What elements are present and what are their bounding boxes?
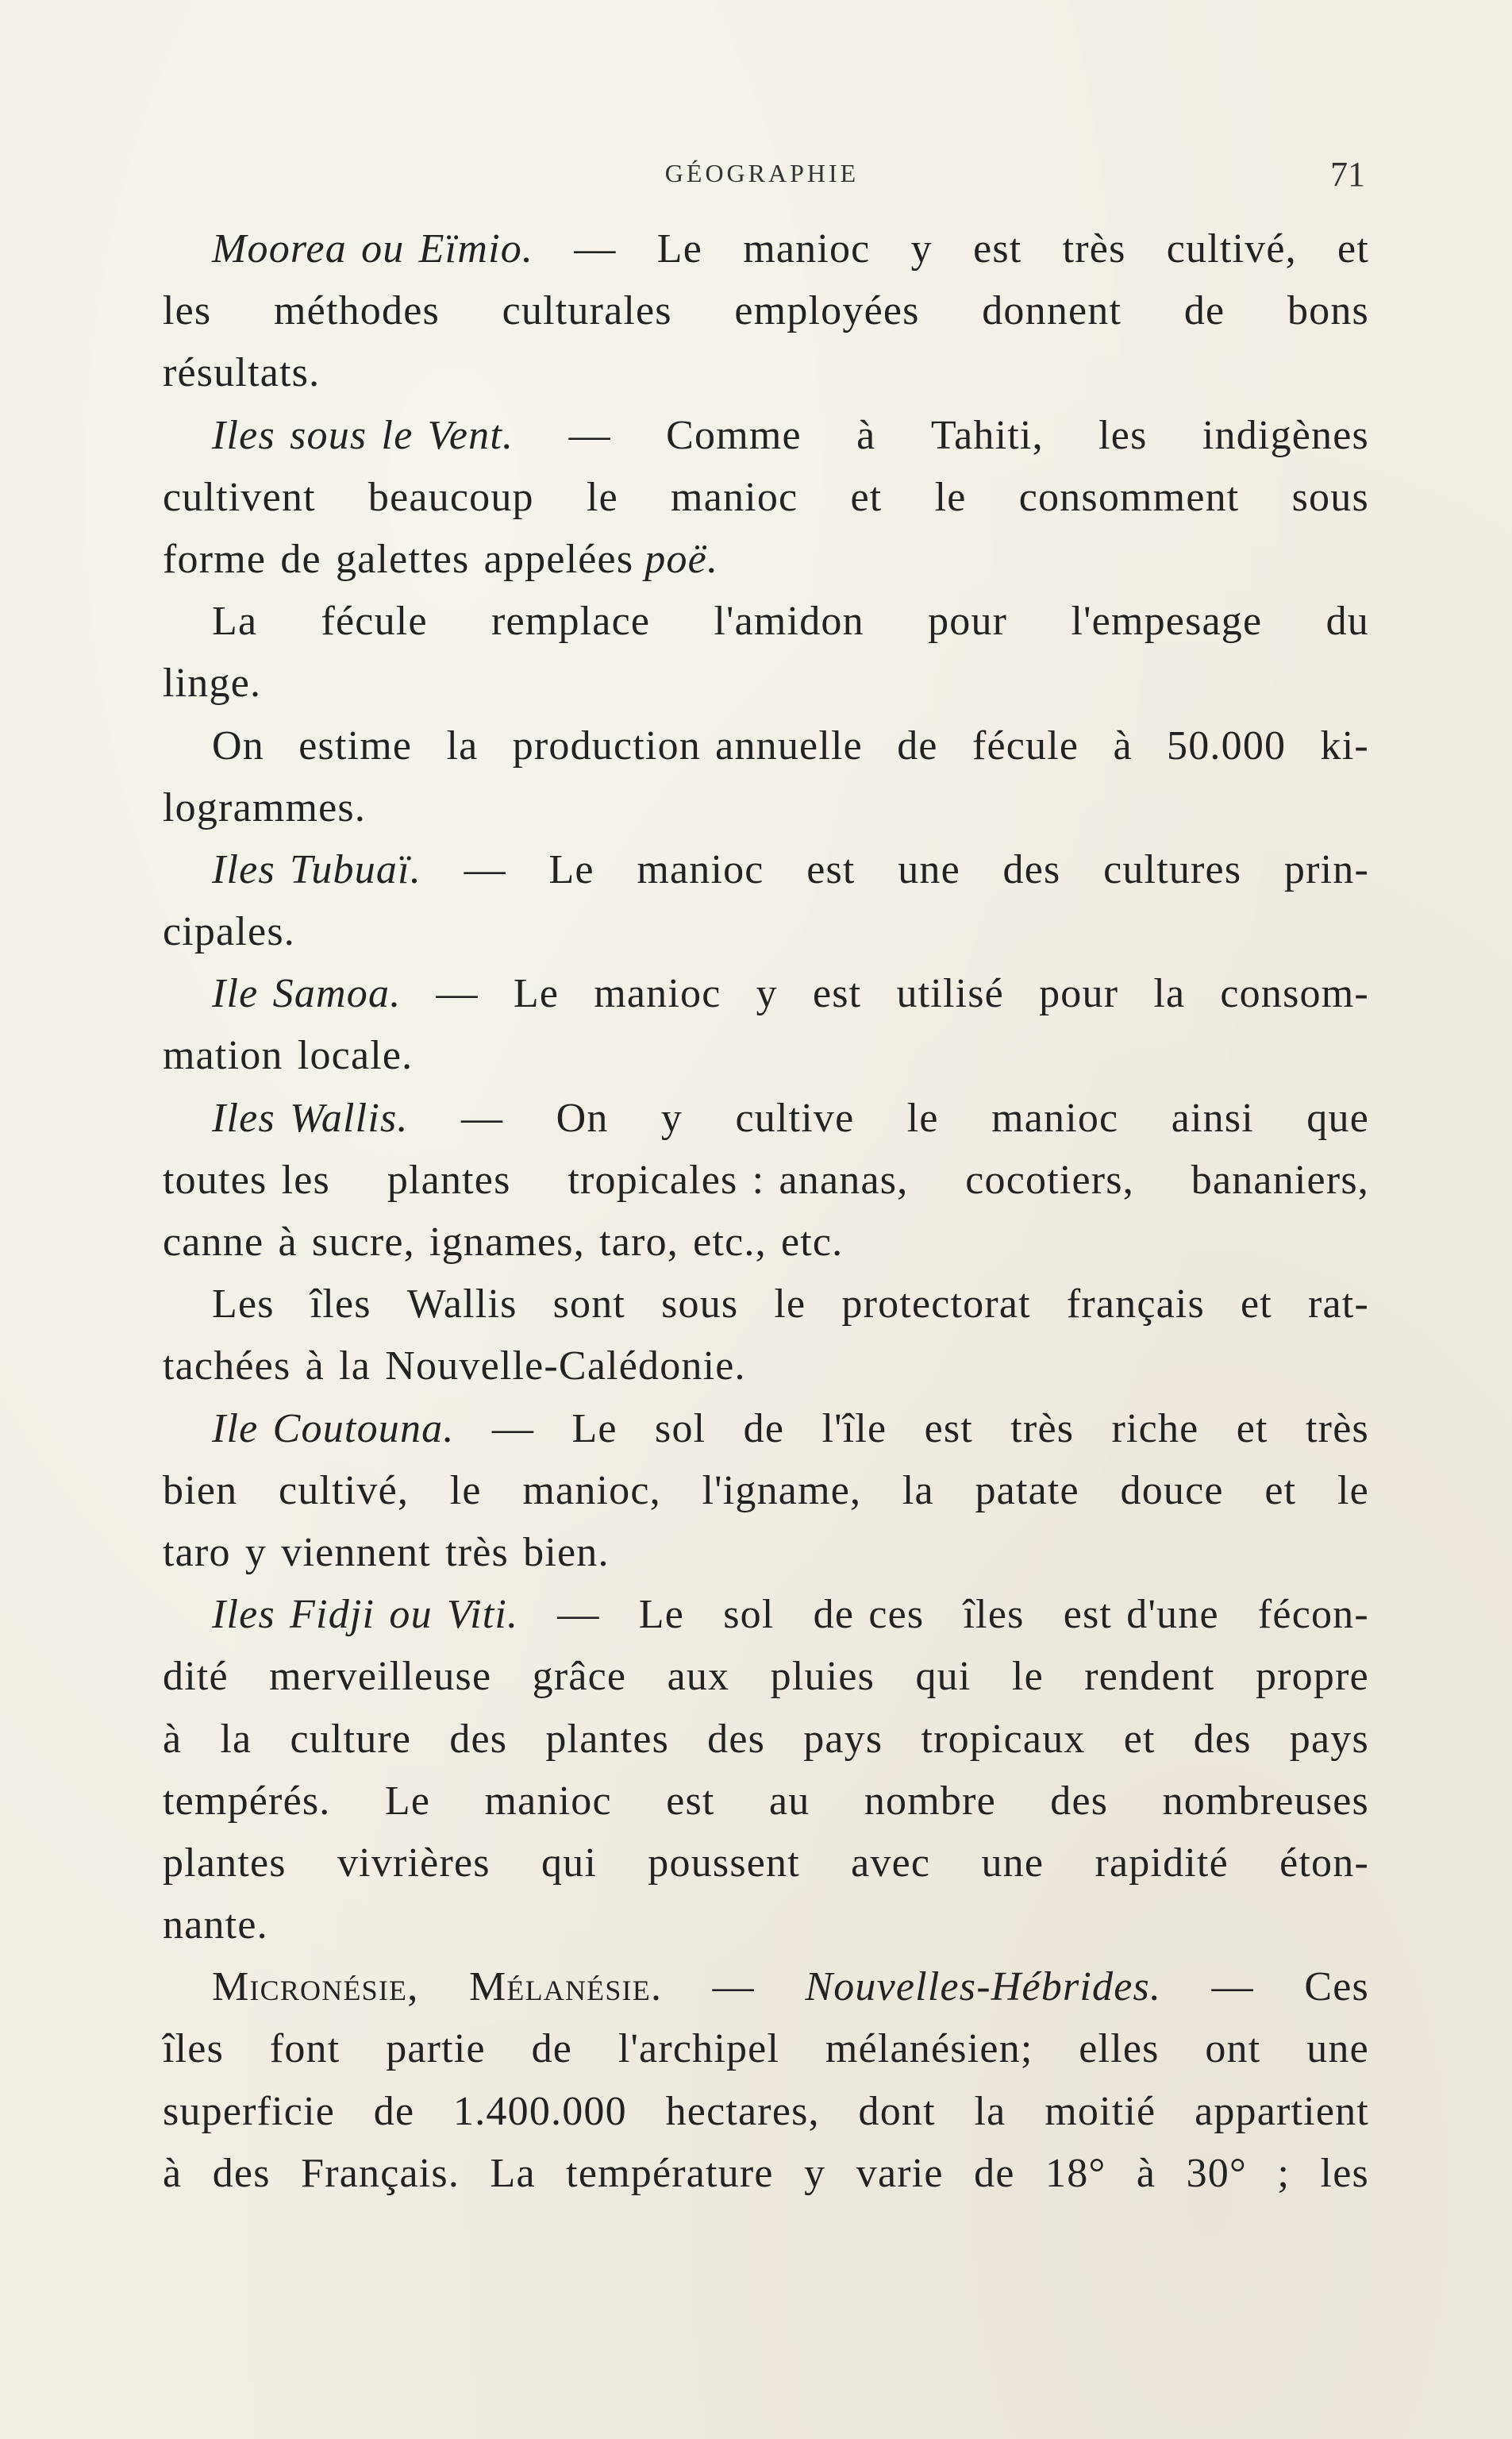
text-word: Français. — [301, 2150, 460, 2196]
text-line — [163, 342, 1369, 404]
text-line — [163, 1150, 1369, 1212]
text-word: estime — [298, 722, 413, 769]
text-word: l'amidon — [714, 599, 864, 645]
text-word: des — [707, 1716, 766, 1762]
text-word: pays — [1289, 1716, 1369, 1762]
text-word: Moorea ou Eïmio. — [212, 226, 534, 272]
text-line — [163, 653, 1369, 715]
text-word: manioc — [671, 474, 798, 520]
text-word: ; — [1277, 2150, 1291, 2196]
text-word: — — [712, 1964, 755, 2010]
text-word: pour — [1039, 971, 1119, 1017]
text-word: et — [1264, 1467, 1297, 1513]
text-word: à — [163, 2150, 183, 2196]
text-word: 18° — [1045, 2150, 1106, 2196]
text-line — [163, 2081, 1369, 2143]
text-word: cocotiers, — [965, 1157, 1134, 1203]
text-word: une — [898, 846, 960, 892]
text-word: — — [464, 846, 506, 892]
text-word: elles — [1079, 2026, 1160, 2072]
text-word: îles — [310, 1281, 371, 1327]
text-line — [163, 715, 1369, 777]
text-word: tropicaux — [921, 1716, 1086, 1762]
text-word: et — [1241, 1281, 1272, 1327]
text-word: partie — [386, 2026, 486, 2072]
text-word: nante. — [163, 1902, 268, 1948]
text-word: résultats. — [163, 350, 321, 396]
text-word: Les — [212, 1281, 275, 1327]
text-word: rat- — [1308, 1281, 1369, 1327]
text-word: les — [1320, 2150, 1369, 2196]
text-word: rapidité — [1095, 1840, 1229, 1886]
text-line — [163, 901, 1369, 963]
text-line — [163, 529, 1369, 591]
text-word: des — [1193, 1716, 1252, 1762]
text-line — [163, 963, 1369, 1025]
text-word: Micronésie, — [212, 1964, 419, 2010]
text-word: et — [1123, 1716, 1156, 1762]
text-word: la — [446, 722, 479, 769]
text-word: — — [568, 412, 611, 458]
text-word: de ces — [813, 1592, 925, 1638]
text-line — [163, 1646, 1369, 1708]
text-word: cultivé, — [279, 1467, 410, 1513]
text-word: la — [1153, 971, 1186, 1017]
text-word: toutes les — [163, 1157, 330, 1203]
page-header — [159, 155, 1365, 198]
text-word: cultures — [1103, 846, 1242, 892]
text-word: le — [1337, 1467, 1369, 1513]
text-word: grâce — [532, 1654, 627, 1700]
text-word: à — [856, 412, 876, 458]
text-word: et — [1236, 1405, 1268, 1451]
text-word: utilisé — [896, 971, 1004, 1017]
text-word: une — [1306, 2026, 1369, 2072]
text-word: l'igname, — [702, 1467, 862, 1513]
text-word: indigènes — [1202, 412, 1369, 458]
page-number: 71 — [1330, 155, 1365, 194]
text-word: cipales. — [163, 909, 295, 955]
text-line — [163, 1025, 1369, 1087]
text-word: éton- — [1279, 1840, 1369, 1886]
text-line — [163, 2143, 1369, 2205]
text-word: On — [212, 722, 264, 769]
text-line — [163, 1088, 1369, 1150]
text-word: méthodes — [274, 288, 440, 334]
text-word: plantes — [163, 1840, 287, 1886]
text-word: Le — [656, 226, 702, 272]
text-word: y — [756, 971, 778, 1017]
text-word: Wallis — [406, 1281, 517, 1327]
text-word: le — [934, 474, 967, 520]
text-word: et — [850, 474, 883, 520]
text-line — [163, 218, 1369, 280]
text-word: — — [557, 1592, 600, 1638]
text-word: manioc, — [522, 1467, 661, 1513]
text-line — [163, 1273, 1369, 1335]
text-word: varie — [856, 2150, 944, 2196]
text-word: 1.400.000 — [453, 2088, 627, 2134]
text-word: sont — [552, 1281, 626, 1327]
text-word: y — [804, 2150, 826, 2196]
text-word: Tahiti, — [930, 412, 1044, 458]
text-word: plantes — [387, 1157, 511, 1203]
text-line — [163, 405, 1369, 467]
text-word: Nouvelles-Hébrides. — [805, 1964, 1162, 2010]
text-line — [163, 1894, 1369, 1956]
text-word: consomment — [1018, 474, 1240, 520]
text-word: des — [449, 1716, 508, 1762]
text-word: rendent — [1084, 1654, 1215, 1700]
text-word: — — [460, 1095, 504, 1141]
text-word: de — [1183, 288, 1225, 334]
text-word: — — [1211, 1964, 1254, 2010]
text-word: qui — [541, 1840, 598, 1886]
text-word: propre — [1255, 1654, 1369, 1700]
text-word: sous — [1291, 474, 1369, 520]
text-line — [163, 280, 1369, 342]
text-line — [163, 1460, 1369, 1522]
text-word: poussent — [648, 1840, 800, 1886]
body-text — [163, 218, 1369, 2205]
text-word: manioc — [484, 1778, 612, 1824]
text-word: l'archipel — [617, 2026, 780, 2072]
text-word: de — [974, 2150, 1015, 2196]
text-word: est d'une — [1063, 1592, 1219, 1638]
text-word: manioc — [637, 846, 764, 892]
text-word: 50.000 — [1167, 722, 1287, 769]
text-word: tempérés. — [163, 1778, 331, 1824]
text-word: manioc — [594, 971, 721, 1017]
text-line — [163, 1770, 1369, 1832]
text-word: Ces — [1304, 1964, 1369, 2010]
text-word: fécon- — [1257, 1592, 1369, 1638]
text-word: culturales — [502, 288, 672, 334]
text-word: est — [812, 971, 862, 1017]
text-line — [163, 1832, 1369, 1894]
text-word: à — [1136, 2150, 1156, 2196]
text-word: très — [1062, 226, 1126, 272]
text-word: superficie — [163, 2088, 336, 2134]
text-word: cultivent — [163, 474, 316, 520]
text-line — [163, 1212, 1369, 1273]
text-line — [163, 1584, 1369, 1646]
text-word: employées — [734, 288, 920, 334]
text-word: l'empesage — [1071, 599, 1263, 645]
text-word: de — [373, 2088, 415, 2134]
text-word: bons — [1287, 288, 1369, 334]
text-word: manioc — [991, 1095, 1119, 1141]
text-word: production annuelle — [512, 722, 863, 769]
text-word: la — [902, 1467, 934, 1513]
text-word: — — [491, 1405, 535, 1451]
text-word: linge. — [163, 661, 262, 707]
text-word: est — [806, 846, 856, 892]
text-word: remplace — [491, 599, 651, 645]
text-word: la — [974, 2088, 1006, 2134]
text-word: vivrières — [337, 1840, 491, 1886]
text-word: une — [981, 1840, 1045, 1886]
text-line — [163, 591, 1369, 653]
text-word: et — [1337, 226, 1369, 272]
text-line — [163, 1522, 1369, 1584]
text-word: sol — [655, 1405, 706, 1451]
text-word: les — [163, 288, 212, 334]
text-word: la — [220, 1716, 252, 1762]
text-word: l'île — [821, 1405, 887, 1451]
text-word: est — [924, 1405, 973, 1451]
text-word: sol — [723, 1592, 775, 1638]
text-word: 30° — [1186, 2150, 1248, 2196]
text-word: avec — [851, 1840, 931, 1886]
text-word: donnent — [982, 288, 1122, 334]
text-word: le — [449, 1467, 482, 1513]
text-word: température — [566, 2150, 774, 2196]
text-word: — — [436, 971, 479, 1017]
text-word: Le — [548, 846, 594, 892]
text-line — [163, 777, 1369, 839]
text-word: mation locale. — [163, 1033, 414, 1079]
text-word: Iles Wallis. — [212, 1095, 409, 1141]
text-word: y — [660, 1095, 683, 1141]
text-word: taro y viennent très bien. — [163, 1529, 610, 1575]
text-word: poë. — [644, 536, 719, 582]
text-word: fécule — [321, 599, 428, 645]
text-word: font — [269, 2026, 340, 2072]
text-line — [163, 2018, 1369, 2080]
text-word: tachées à la Nouvelle-Calédonie. — [163, 1343, 746, 1389]
running-title: GÉOGRAPHIE — [664, 159, 860, 187]
text-word: aux — [667, 1654, 730, 1700]
text-line — [163, 839, 1369, 901]
text-word: Le — [513, 971, 560, 1017]
text-word: français — [1066, 1281, 1205, 1327]
text-word: Iles Fidji ou Viti. — [212, 1592, 519, 1638]
text-word: Le — [384, 1778, 431, 1824]
text-word: Ile Coutouna. — [212, 1405, 455, 1451]
text-word: moitié — [1045, 2088, 1156, 2134]
text-word: merveilleuse — [269, 1654, 492, 1700]
text-word: prin- — [1283, 846, 1369, 892]
text-word: Iles sous le Vent. — [212, 412, 514, 458]
text-word: des — [1050, 1778, 1109, 1824]
text-word: consom- — [1220, 971, 1369, 1017]
text-word: fécule — [971, 722, 1079, 769]
text-word: Le — [571, 1405, 617, 1451]
text-word: est — [666, 1778, 715, 1824]
text-word: Le — [638, 1592, 685, 1638]
text-word: riche — [1111, 1405, 1199, 1451]
text-word: sous — [661, 1281, 739, 1327]
text-word: très — [1010, 1405, 1075, 1451]
text-word: le — [586, 474, 618, 520]
text-word: y — [910, 226, 933, 272]
text-word: du — [1325, 599, 1369, 645]
text-word: cultivé, — [1166, 226, 1297, 272]
text-word: culture — [290, 1716, 412, 1762]
text-word: à — [163, 1716, 183, 1762]
text-line — [163, 467, 1369, 529]
text-word: cultive — [735, 1095, 855, 1141]
text-word: Comme — [666, 412, 802, 458]
text-word: de — [743, 1405, 785, 1451]
text-word: ainsi — [1171, 1095, 1254, 1141]
text-word: que — [1306, 1095, 1369, 1141]
text-line — [163, 1335, 1369, 1397]
text-word: tropicales : ananas, — [567, 1157, 909, 1203]
text-line — [163, 1956, 1369, 2018]
text-word: bananiers, — [1191, 1157, 1369, 1203]
text-word: mélanésien; — [825, 2026, 1033, 2072]
text-word: ont — [1205, 2026, 1261, 2072]
text-word: de — [897, 722, 938, 769]
text-word: beaucoup — [367, 474, 534, 520]
text-word: dité — [163, 1654, 229, 1700]
text-word: dont — [858, 2088, 936, 2134]
text-word: qui — [915, 1654, 971, 1700]
text-word: patate — [975, 1467, 1079, 1513]
text-word: Iles Tubuaï. — [212, 846, 421, 892]
text-word: au — [768, 1778, 810, 1824]
text-word: canne à sucre, ignames, taro, etc., etc. — [163, 1220, 844, 1265]
text-word: La — [212, 599, 258, 645]
text-word: nombre — [864, 1778, 996, 1824]
text-word: La — [490, 2150, 536, 2196]
text-word: très — [1306, 1405, 1369, 1451]
text-word: protectorat — [841, 1281, 1031, 1327]
text-word: des — [212, 2150, 271, 2196]
text-word: pour — [928, 599, 1008, 645]
text-word: pays — [803, 1716, 883, 1762]
text-word: logrammes. — [163, 784, 367, 830]
text-word: les — [1098, 412, 1148, 458]
text-word: pluies — [770, 1654, 875, 1700]
text-word: îles — [163, 2026, 225, 2072]
text-word: le — [774, 1281, 806, 1327]
text-word: des — [1002, 846, 1061, 892]
text-word: îles — [963, 1592, 1025, 1638]
text-word: bien — [163, 1467, 238, 1513]
text-word: douce — [1120, 1467, 1224, 1513]
text-word: à — [1113, 722, 1133, 769]
text-word: nombreuses — [1162, 1778, 1369, 1824]
text-line — [163, 1398, 1369, 1460]
text-word: ki- — [1320, 722, 1369, 769]
text-word: forme de galettes appelées — [163, 536, 634, 582]
text-word: — — [574, 226, 617, 272]
text-word: appartient — [1195, 2088, 1369, 2134]
text-word: manioc — [743, 226, 871, 272]
text-word: le — [1011, 1654, 1044, 1700]
text-word: plantes — [545, 1716, 670, 1762]
text-line — [163, 1709, 1369, 1770]
text-word: On — [556, 1095, 609, 1141]
text-word: est — [973, 226, 1022, 272]
text-word: Ile Samoa. — [212, 971, 402, 1017]
text-word: de — [531, 2026, 573, 2072]
text-word: Mélanésie. — [468, 1964, 663, 2010]
text-word: le — [906, 1095, 939, 1141]
text-word: hectares, — [665, 2088, 820, 2134]
